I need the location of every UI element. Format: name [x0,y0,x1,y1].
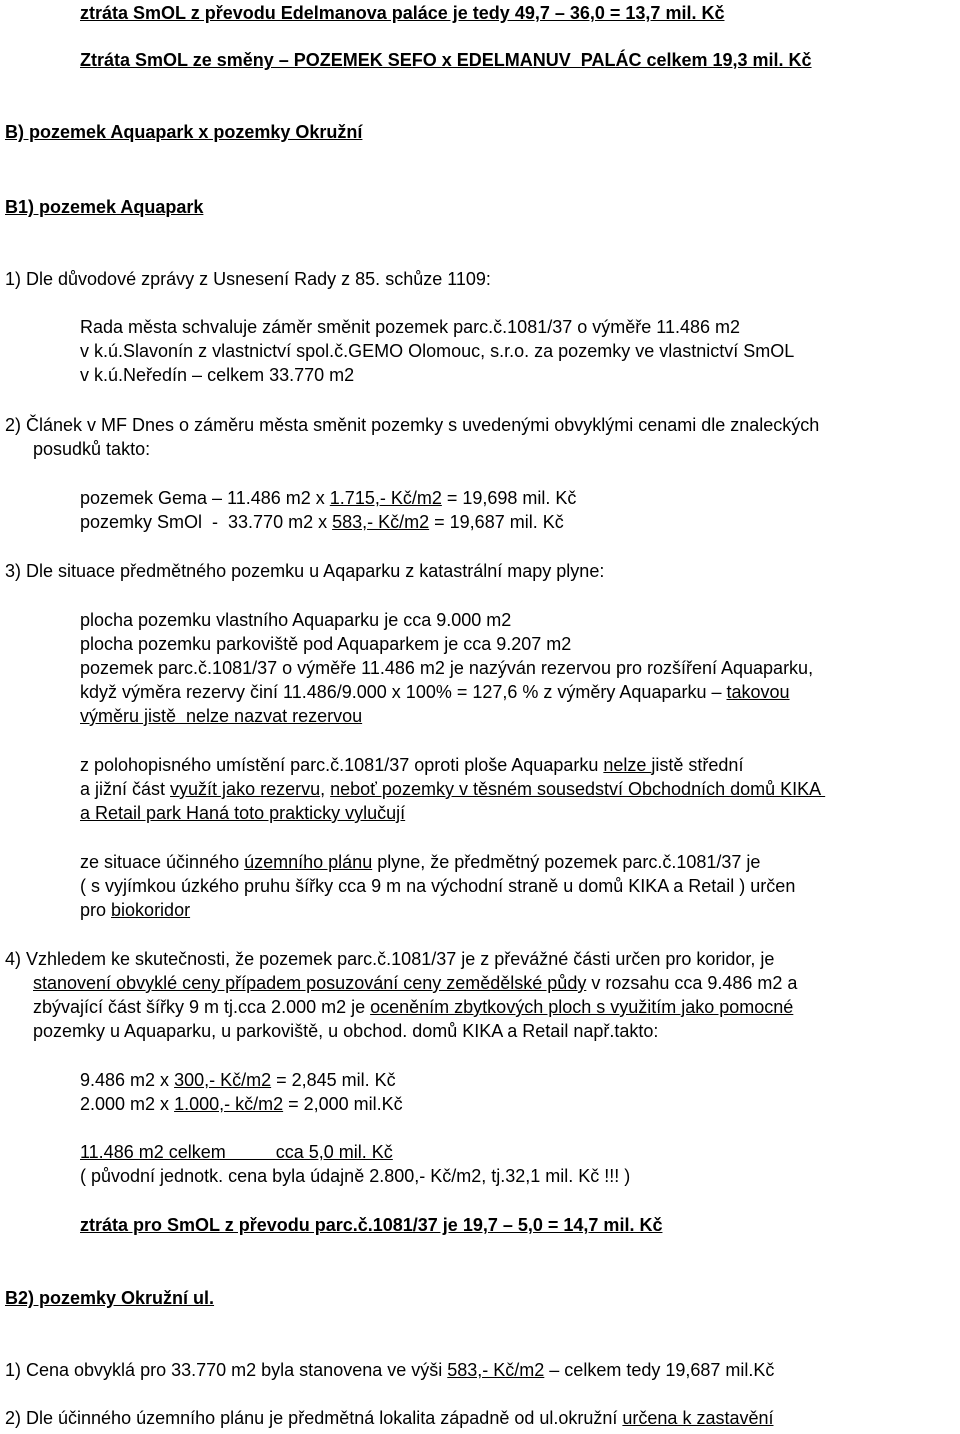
calc-line-1 [80,1069,396,1091]
location-line-1 [80,754,743,776]
resolution-text-line-1: Rada města schvaluje záměr směnit pozemek parc.č.1081/37 o výměře 11.486 m2 [80,317,740,337]
b2-point-1-end: – celkem tedy 19,687 mil.Kč [544,1360,775,1380]
reserve-line-1: pozemek parc.č.1081/37 o výměře 11.486 m2 je nazýván rezervou pro rozšíření Aquaparku, [80,658,814,678]
reserve-line-2-underlined: takovou [726,682,790,702]
zoning-line-1-end: plyne, že předmětný pozemek parc.č.1081/37 je [372,852,761,872]
calc-line-2 [80,1093,403,1115]
calc-line-2-text: 2.000 m2 x [80,1094,175,1114]
price-line-smol-total: = 19,687 mil. Kč [429,512,564,532]
point-4-line-3-text: zbývající část šířky 9 m tj.cca 2.000 m2 je [33,997,371,1017]
section-heading-b: B) pozemek Aquapark x pozemky Okružní [5,122,363,142]
point-2: 2) Článek v MF Dnes o záměru města směnit pozemky s uvedenými obvyklými cenami dle znaleckých [5,415,820,435]
location-line-1-text: z polohopisného umístění parc.č.1081/37 oproti ploše Aquaparku [80,755,604,775]
point-4-line-3-underlined: oceněním zbytkových ploch s využitím jako pomocné [370,997,794,1017]
price-line-smol-text: pozemky SmOl - 33.770 m2 x [80,512,333,532]
zoning-line-2: ( s vyjímkou úzkého pruhu šířky cca 9 m na východní straně u domů KIKA a Retail ) určen [80,876,796,896]
calc-total: 11.486 m2 celkem cca 5,0 mil. Kč [80,1142,393,1162]
resolution-text-line-3: v k.ú.Neředín – celkem 33.770 m2 [80,365,355,385]
reserve-line-2 [80,681,790,703]
area-parking: plocha pozemku parkoviště pod Aquaparkem je cca 9.207 m2 [80,634,572,654]
original-price-note: ( původní jednotk. cena byla údajně 2.800,- Kč/m2, tj.32,1 mil. Kč !!! ) [80,1166,631,1186]
unit-price-gema: 1.715,- Kč/m2 [329,488,442,508]
location-line-3: a Retail park Haná toto prakticky vylučují [80,803,406,823]
calc-line-1-unit-price: 300,- Kč/m2 [174,1070,272,1090]
location-line-2-text: a jižní část [80,779,171,799]
reserve-line-3: výměru jistě nelze nazvat rezervou [80,706,363,726]
zoning-line-1-underlined: územního plánu [244,852,373,872]
price-line-gema-text: pozemek Gema – 11.486 m2 x [80,488,330,508]
point-4-line-3 [33,996,793,1018]
b2-point-2-underlined: určena k zastavění [622,1408,774,1428]
price-line-gema [80,487,576,509]
point-1: 1) Dle důvodové zprávy z Usnesení Rady z 85. schůze 1109: [5,269,491,289]
location-line-2 [80,778,825,800]
location-line-1-underlined: nelze [603,755,652,775]
section-heading-b1: B1) pozemek Aquapark [5,197,204,217]
summary-line-edelman-loss: ztráta SmOL z převodu Edelmanova paláce je tedy 49,7 – 36,0 = 13,7 mil. Kč [80,3,725,23]
area-aquapark: plocha pozemku vlastního Aquaparku je cca 9.000 m2 [80,610,512,630]
point-3: 3) Dle situace předmětného pozemku u Aqaparku z katastrální mapy plyne: [5,561,605,581]
calc-line-2-total: = 2,000 mil.Kč [283,1094,403,1114]
price-line-smol [80,511,564,533]
unit-price-smol: 583,- Kč/m2 [332,512,430,532]
section-heading-b2: B2) pozemky Okružní ul. [5,1288,215,1308]
point-2-continued: posudků takto: [33,439,151,459]
price-line-gema-total: = 19,698 mil. Kč [441,488,577,508]
b2-point-1-text: 1) Cena obvyklá pro 33.770 m2 byla stanovena ve výši [5,1360,448,1380]
point-4-line-2-underlined: stanovení obvyklé ceny případem posuzování ceny zemědělské půdy [33,973,587,993]
reserve-line-2-text: když výměra rezervy činí 11.486/9.000 x 100% = 127,6 % z výměry Aquaparku – [80,682,727,702]
calc-line-2-unit-price: 1.000,- kč/m2 [174,1094,284,1114]
resolution-text-line-2: v k.ú.Slavonín z vlastnictví spol.č.GEMO Olomouc, s.r.o. za pozemky ve vlastnictví SmOL [80,341,795,361]
b2-point-2-text: 2) Dle účinného územního plánu je předmětná lokalita západně od ul.okružní [5,1408,623,1428]
loss-summary-aquapark: ztráta pro SmOL z převodu parc.č.1081/37 je 19,7 – 5,0 = 14,7 mil. Kč [80,1215,663,1235]
location-line-2-underlined-b: neboť pozemky v těsném sousedství Obchodních domů KIKA [330,779,826,799]
zoning-line-1-text: ze situace účinného [80,852,245,872]
zoning-line-3-underlined: biokoridor [111,900,191,920]
calc-line-1-text: 9.486 m2 x [80,1070,175,1090]
location-line-1-end: jistě střední [651,755,744,775]
summary-line-exchange-loss: Ztráta SmOL ze směny – POZEMEK SEFO x EDELMANUV PALÁC celkem 19,3 mil. Kč [80,50,812,70]
zoning-line-1 [80,851,760,873]
location-line-2-underlined-a: využít jako rezervu [170,779,321,799]
calc-line-1-total: = 2,845 mil. Kč [271,1070,396,1090]
location-line-2-comma: , [320,779,331,799]
b2-point-2 [5,1407,774,1429]
b2-point-1-unit-price: 583,- Kč/m2 [447,1360,545,1380]
point-4: 4) Vzhledem ke skutečnosti, že pozemek parc.č.1081/37 je z převážné části určen pro koridor, je [5,949,775,969]
point-4-line-2 [33,972,797,994]
zoning-line-3-text: pro [80,900,112,920]
point-4-line-4: pozemky u Aquaparku, u parkoviště, u obchod. domů KIKA a Retail např.takto: [33,1021,659,1041]
zoning-line-3 [80,899,190,921]
b2-point-1 [5,1359,774,1381]
point-4-line-2-end: v rozsahu cca 9.486 m2 a [586,973,798,993]
